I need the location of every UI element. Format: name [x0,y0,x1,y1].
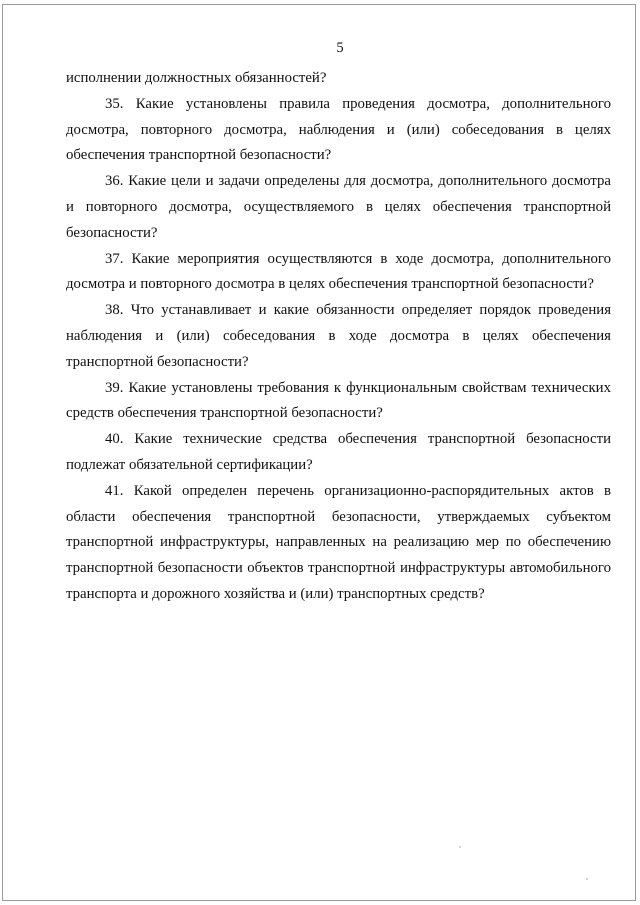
question-35: 35. Какие установлены правила проведения досмотра, дополнительного досмотра, повторного досмотра, наблюдения и (или) собеседования в целях обеспечения транспортной безопасности? [66,95,611,164]
page-number: 5 [336,40,344,56]
question-38: 38. Что устанавливает и какие обязанности определяет порядок проведения наблюдения и (или) собеседования в ходе досмотра в целях обеспечения транспортной безопасности? [66,302,611,370]
question-36: 36. Какие цели и задачи определены для досмотра, дополнительного досмотра и повторного досмотра, осуществляемого в целях обеспечения транспортной безопасности? [66,173,611,241]
scan-speck [459,846,461,848]
document-body [66,66,611,608]
scan-speck [586,878,588,880]
paragraph-continuation: исполнении должностных обязанностей? [66,70,327,86]
question-37: 37. Какие мероприятия осуществляются в ходе досмотра, дополнительного досмотра и повторного досмотра в целях обеспечения транспортной безопасности? [66,250,611,293]
question-40: 40. Какие технические средства обеспечения транспортной безопасности подлежат обязательной сертификации? [66,431,611,473]
question-41: 41. Какой определен перечень организационно-распорядительных актов в области обеспечения транспортной безопасности, утверждаемых субъектом транспортной инфраструктуры, направленных на реализацию мер по обеспечению транспортной безопасности объектов транспортной инфраструктуры автомобильного транспорта и дорожного хозяйства и (или) транспортных средств? [66,482,611,602]
question-39: 39. Какие установлены требования к функциональным свойствам технических средств обеспечения транспортной безопасности? [66,379,611,422]
